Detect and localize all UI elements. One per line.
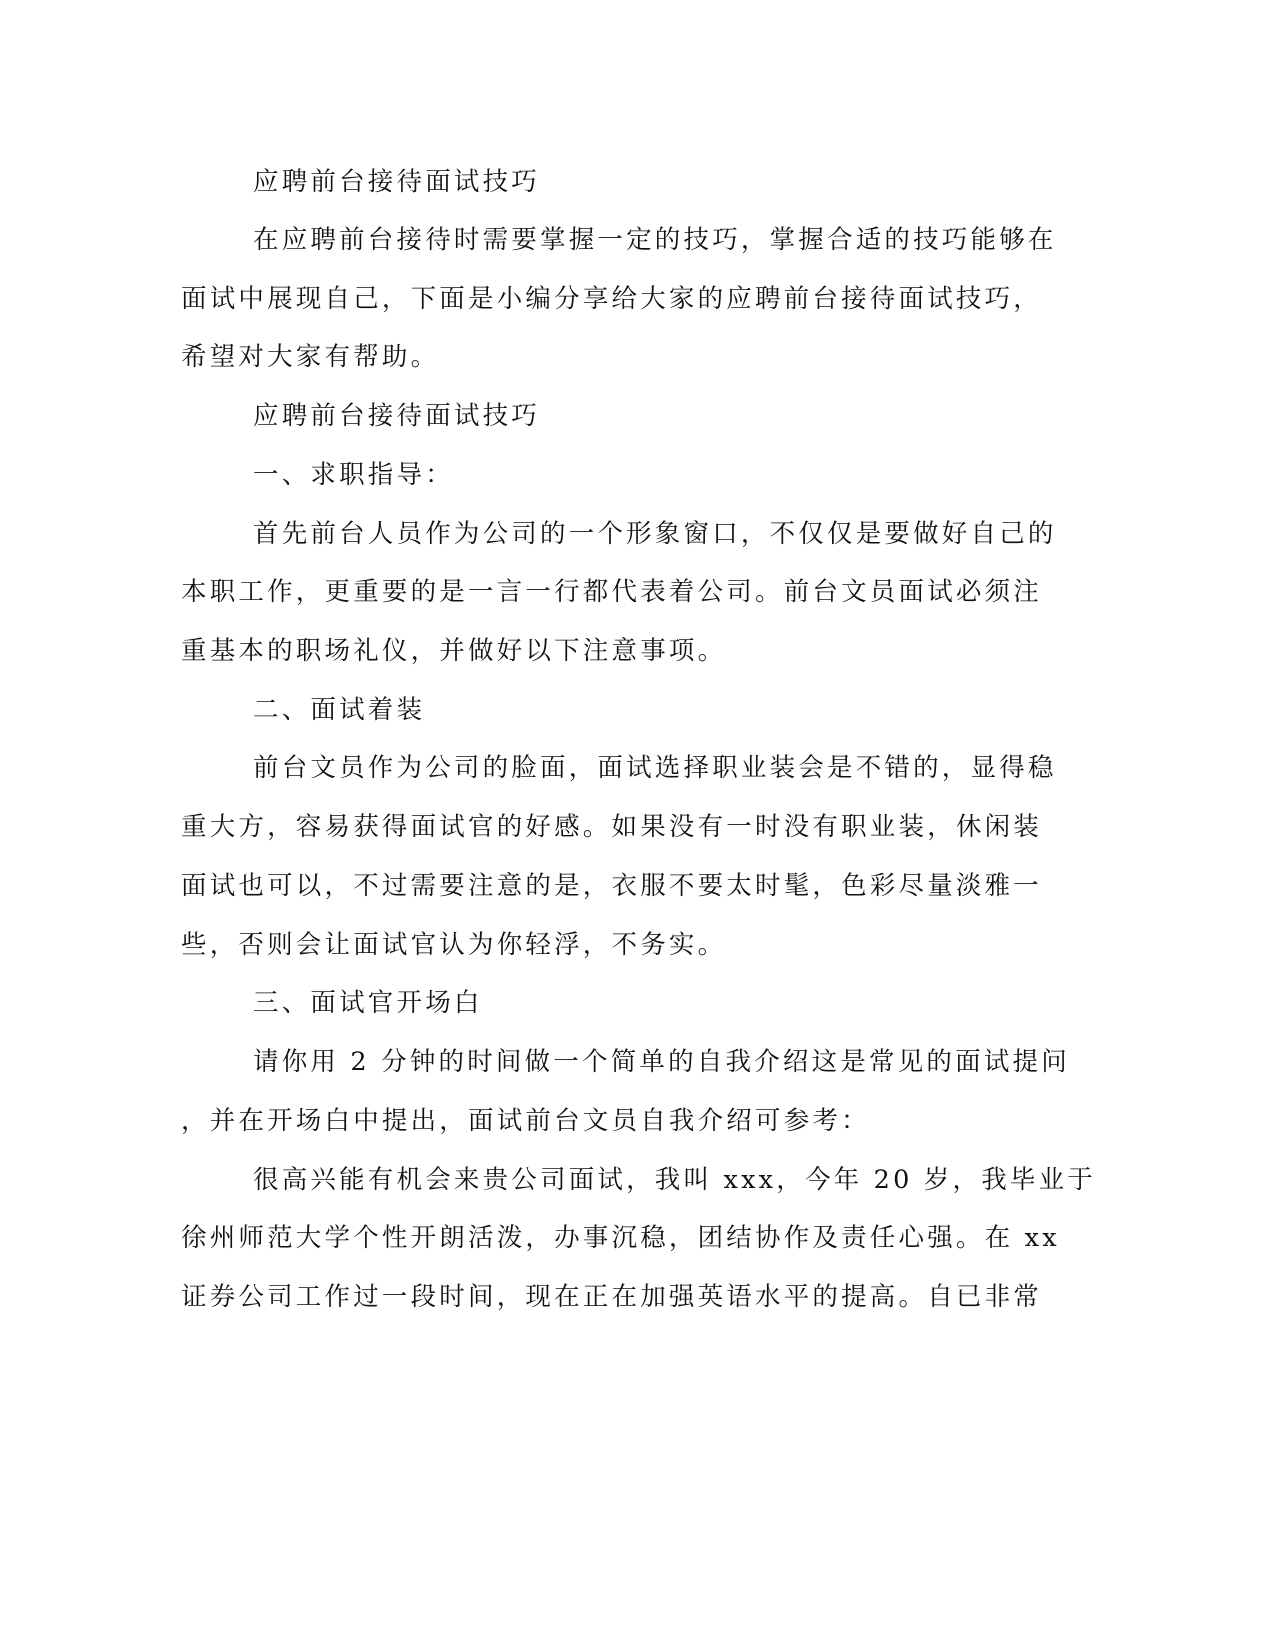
paragraph-line: 重基本的职场礼仪，并做好以下注意事项。 (181, 636, 727, 666)
paragraph-line: 请你用 2 分钟的时间做一个简单的自我介绍这是常见的面试提问 (253, 1047, 1070, 1077)
paragraph-line: 面试中展现自己，下面是小编分享给大家的应聘前台接待面试技巧， (181, 284, 1043, 314)
section-heading: 一、求职指导： (253, 460, 454, 490)
paragraph-line: 在应聘前台接待时需要掌握一定的技巧，掌握合适的技巧能够在 (253, 225, 1057, 255)
paragraph-line: 很高兴能有机会来贵公司面试，我叫 xxx，今年 20 岁，我毕业于 (253, 1165, 1097, 1195)
document-title: 应聘前台接待面试技巧 (253, 167, 541, 197)
paragraph-line: 重大方，容易获得面试官的好感。如果没有一时没有职业装，休闲装 (181, 812, 1043, 842)
paragraph-line: 面试也可以，不过需要注意的是，衣服不要太时髦，色彩尽量淡雅一 (181, 871, 1043, 901)
paragraph-line: ，并在开场白中提出，面试前台文员自我介绍可参考： (181, 1106, 870, 1136)
paragraph-line: 希望对大家有帮助。 (181, 342, 440, 372)
paragraph-line: 首先前台人员作为公司的一个形象窗口，不仅仅是要做好自己的 (253, 519, 1057, 549)
section-heading: 应聘前台接待面试技巧 (253, 401, 541, 431)
paragraph-line: 些，否则会让面试官认为你轻浮，不务实。 (181, 930, 727, 960)
section-heading: 三、面试官开场白 (253, 988, 483, 1018)
paragraph-line: 徐州师范大学个性开朗活泼，办事沉稳，团结协作及责任心强。在 xx (181, 1223, 1060, 1253)
section-heading: 二、面试着装 (253, 695, 426, 725)
paragraph-line: 证券公司工作过一段时间，现在正在加强英语水平的提高。自已非常 (181, 1282, 1043, 1312)
paragraph-line: 本职工作，更重要的是一言一行都代表着公司。前台文员面试必须注 (181, 577, 1043, 607)
paragraph-line: 前台文员作为公司的脸面，面试选择职业装会是不错的，显得稳 (253, 753, 1057, 783)
